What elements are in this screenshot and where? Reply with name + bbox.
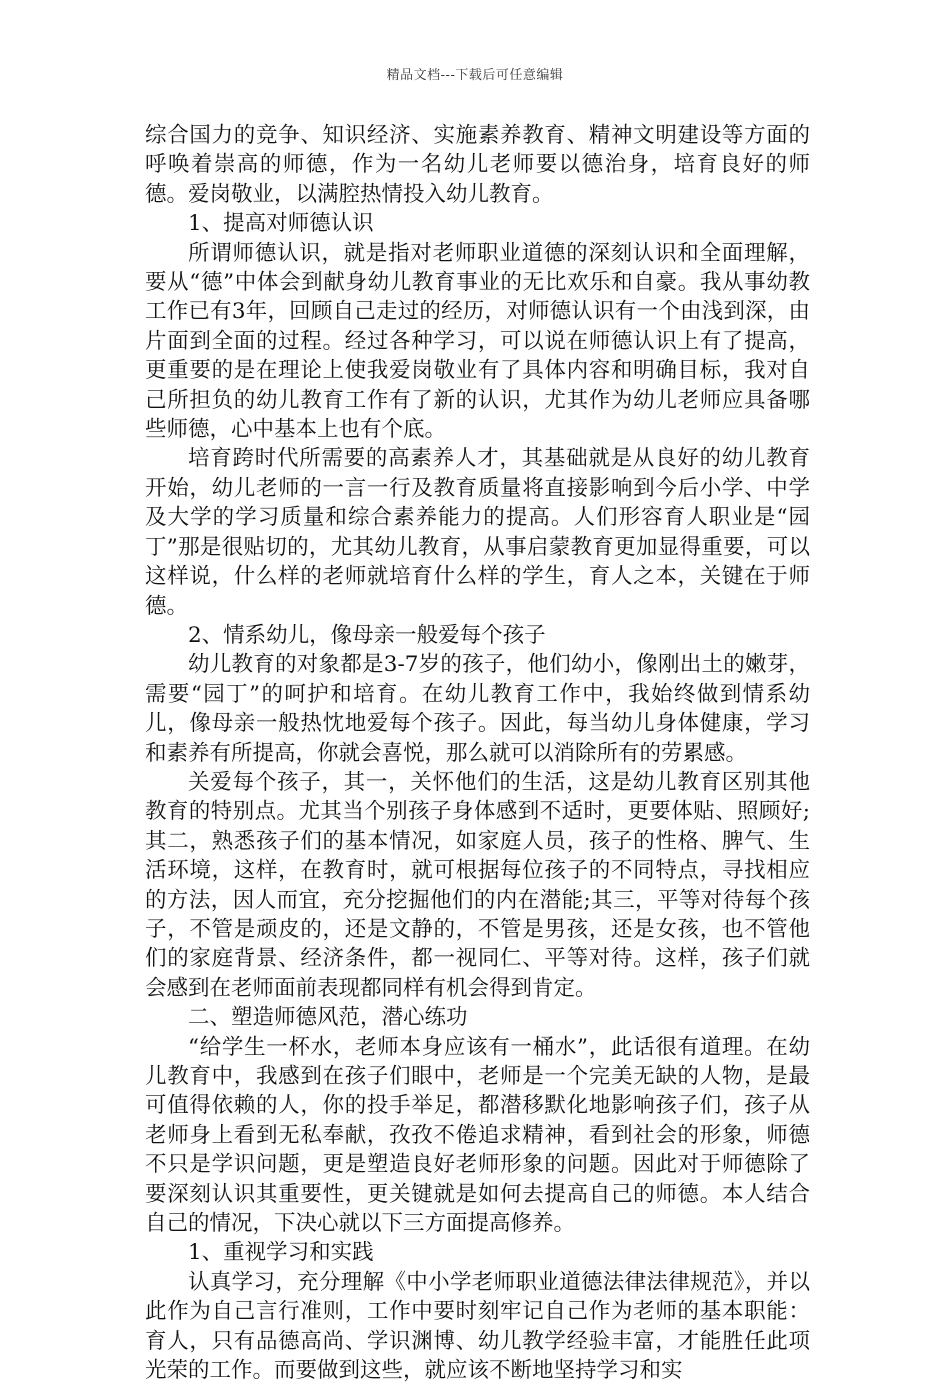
- section-heading: 二、塑造师德风范，潜心练功: [188, 1005, 468, 1031]
- document-body: [145, 121, 810, 1385]
- paragraph: “给学生一杯水，老师本身应该有一桶水”，此话很有道理。在幼儿教育中，我感到在孩子们眼中，老师是一个完美无缺的人物，是最可值得依赖的人，你的投手举足，都潜移默化地影响孩子们，孩子从老师身上看到无私奉献，孜孜不倦追求精神，看到社会的形象，师德不只是学识问题，更是塑造良好老师形象的问题。因此对于师德除了要深刻认识其重要性，更关键就是如何去提高自己的师德。本人结合自己的情况，下决心就以下三方面提高修养。: [145, 1034, 810, 1237]
- paragraph: 幼儿教育的对象都是3-7岁的孩子，他们幼小，像刚出土的嫩芽，需要“园丁”的呵护和培育。在幼儿教育工作中，我始终做到情系幼儿，像母亲一般热忱地爱每个孩子。因此，每当幼儿身体健康，学习和素养有所提高，你就会喜悦，那么就可以消除所有的劳累感。: [145, 652, 810, 766]
- paragraph: 认真学习，充分理解《中小学老师职业道德法律法律规范》，并以此作为自己言行准则，工作中要时刻牢记自己作为老师的基本职能：育人，只有品德高尚、学识渊博、幼儿教学经验丰富，才能胜任此项光荣的工作。而要做到这些，就应该不断地坚持学习和实: [145, 1269, 810, 1384]
- paragraph: 培育跨时代所需要的高素养人才，其基础就是从良好的幼儿教育开始，幼儿老师的一言一行及教育质量将直接影响到今后小学、中学及大学的学习质量和综合素养能力的提高。人们形容育人职业是“园丁”那是很贴切的，尤其幼儿教育，从事启蒙教育更加显得重要，可以这样说，什么样的老师就培育什么样的学生，育人之本，关键在于师德。: [145, 446, 810, 619]
- paragraph: 关爱每个孩子，其一，关怀他们的生活，这是幼儿教育区别其他教育的特别点。尤其当个别孩子身体感到不适时，更要体贴、照顾好;其二，熟悉孩子们的基本情况，如家庭人员，孩子的性格、脾气、生活环境，这样，在教育时，就可根据每位孩子的不同特点，寻找相应的方法，因人而宜，充分挖掘他们的内在潜能;其三，平等对待每个孩子，不管是顽皮的，还是文静的，不管是男孩，还是女孩，也不管他们的家庭背景、经济条件，都一视同仁、平等对待。这样，孩子们就会感到在老师面前表现都同样有机会得到肯定。: [145, 769, 810, 1001]
- section-heading: 1、提高对师德认识: [188, 211, 374, 237]
- paragraph: 所谓师德认识，就是指对老师职业道德的深刻认识和全面理解，要从“德”中体会到献身幼儿教育事业的无比欢乐和自豪。我从事幼教工作已有3年，回顾自己走过的经历，对师德认识有一个由浅到深，由片面到全面的过程。经过各种学习，可以说在师德认识上有了提高，更重要的是在理论上使我爱岗敬业有了具体内容和明确目标，我对自己所担负的幼儿教育工作有了新的认识，尤其作为幼儿老师应具备哪些师德，心中基本上也有个底。: [145, 240, 810, 443]
- section-heading: 2、情系幼儿，像母亲一般爱每个孩子: [188, 622, 546, 648]
- page-header: 精品文档---下载后可任意编辑: [386, 68, 564, 83]
- paragraph: 综合国力的竞争、知识经济、实施素养教育、精神文明建设等方面的呼唤着崇高的师德，作为一名幼儿老师要以德治身，培育良好的师德。爱岗敬业，以满腔热情投入幼儿教育。: [145, 123, 810, 207]
- section-heading: 1、重视学习和实践: [188, 1240, 374, 1266]
